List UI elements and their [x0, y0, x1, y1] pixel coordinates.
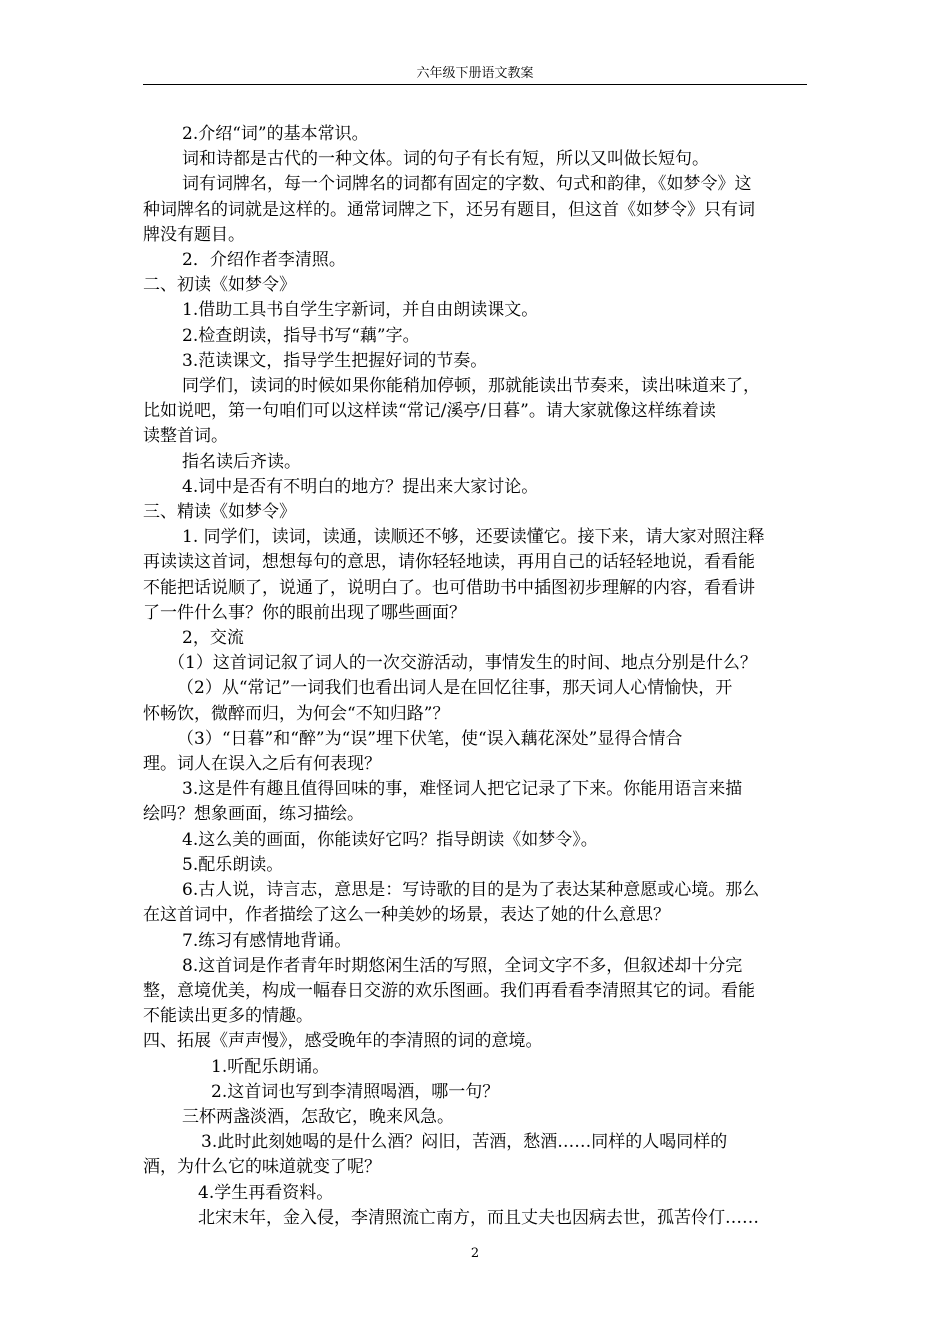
text-line: 6.古人说，诗言志，意思是：写诗歌的目的是为了表达某种意愿或心境。那么 [182, 880, 760, 901]
text-line: 1. 同学们，读词，读通，读顺还不够，还要读懂它。接下来，请大家对照注释 [182, 527, 765, 548]
text-line: 理。词人在误入之后有何表现？ [143, 754, 381, 775]
header-divider [143, 84, 807, 85]
page-header-title: 六年级下册语文教案 [416, 66, 534, 81]
text-line: 酒，为什么它的味道就变了呢？ [143, 1157, 381, 1178]
text-line: 词和诗都是古代的一种文体。词的句子有长有短，所以又叫做长短句。 [182, 149, 709, 170]
text-line: 1.听配乐朗诵。 [211, 1056, 330, 1077]
text-line: 种词牌名的词就是这样的。通常词牌之下，还另有题目，但这首《如梦令》只有词 [143, 199, 755, 220]
text-line: 8.这首词是作者青年时期悠闲生活的写照，全词文字不多，但叙述却十分完 [182, 955, 743, 976]
text-line: 再读读这首词，想想每句的意思，请你轻轻地读，再用自己的话轻轻地说，看看能 [143, 552, 755, 573]
text-line: 3.这是件有趣且值得回味的事，难怪词人把它记录了下来。你能用语言来描 [182, 779, 743, 800]
text-line: 指名读后齐读。 [182, 451, 301, 472]
text-line: 1.借助工具书自学生字新词，并自由朗读课文。 [182, 300, 539, 321]
text-line: 4.这么美的画面，你能读好它吗？指导朗读《如梦令》。 [182, 829, 598, 850]
text-line: 不能读出更多的情趣。 [143, 1006, 313, 1027]
lesson-plan-body [143, 122, 813, 1231]
text-line: （1）这首词记叙了词人的一次交游活动，事情发生的时间、地点分别是什么？ [168, 653, 757, 674]
text-line: 3.范读课文，指导学生把握好词的节奏。 [182, 350, 488, 371]
text-line: 整，意境优美，构成一幅春日交游的欢乐图画。我们再看看李清照其它的词。看能 [143, 980, 755, 1001]
section-heading: 三、精读《如梦令》 [143, 502, 296, 523]
text-line: 2．介绍作者李清照。 [182, 250, 346, 271]
text-line: 不能把话说顺了，说通了，说明白了。也可借助书中插图初步理解的内容，看看讲 [143, 577, 755, 598]
text-line: 北宋末年，金入侵，李清照流亡南方，而且丈夫也因病去世，孤苦伶仃…… [198, 1207, 759, 1228]
text-line: 2.检查朗读，指导书写“藕”字。 [182, 325, 420, 346]
text-line: 7.练习有感情地背诵。 [182, 930, 352, 951]
text-line: 4.词中是否有不明白的地方？提出来大家讨论。 [182, 476, 539, 497]
text-line: 在这首词中，作者描绘了这么一种美妙的场景，表达了她的什么意思？ [143, 905, 670, 926]
text-line: 2，交流 [182, 628, 244, 649]
text-line: （2）从“常记”一词我们也看出词人是在回忆往事，那天词人心情愉快，开 [177, 678, 733, 699]
text-line: （3）“日暮”和“醉”为“误”埋下伏笔，使“误入藕花深处”显得合情合 [177, 728, 683, 749]
text-line: 3.此时此刻她喝的是什么酒？闷旧，苦酒，愁酒……同样的人喝同样的 [201, 1132, 728, 1153]
text-line: 了一件什么事？你的眼前出现了哪些画面？ [143, 602, 466, 623]
section-heading: 二、初读《如梦令》 [143, 275, 296, 296]
text-line: 同学们，读词的时候如果你能稍加停顿，那就能读出节奏来，读出味道来了， [182, 376, 760, 397]
page-number: 2 [470, 1246, 480, 1261]
text-line: 三杯两盏淡酒，怎敌它，晚来风急。 [182, 1106, 454, 1127]
text-line: 4.学生再看资料。 [198, 1182, 334, 1203]
text-line: 怀畅饮，微醉而归，为何会“不知归路”？ [143, 703, 450, 724]
text-line: 2.这首词也写到李清照喝酒，哪一句？ [211, 1081, 500, 1102]
text-line: 比如说吧，第一句咱们可以这样读“常记/溪亭/日暮”。请大家就像这样练着读 [143, 401, 716, 422]
text-line: 5.配乐朗读。 [182, 854, 284, 875]
section-heading: 四、拓展《声声慢》，感受晚年的李清照的词的意境。 [143, 1031, 543, 1052]
text-line: 绘吗？想象画面，练习描绘。 [143, 804, 364, 825]
text-line: 读整首词。 [143, 426, 228, 447]
text-line: 2.介绍“词”的基本常识。 [182, 124, 369, 144]
text-line: 牌没有题目。 [143, 224, 245, 245]
text-line: 词有词牌名，每一个词牌名的词都有固定的字数、句式和韵律，《如梦令》这 [182, 174, 752, 195]
